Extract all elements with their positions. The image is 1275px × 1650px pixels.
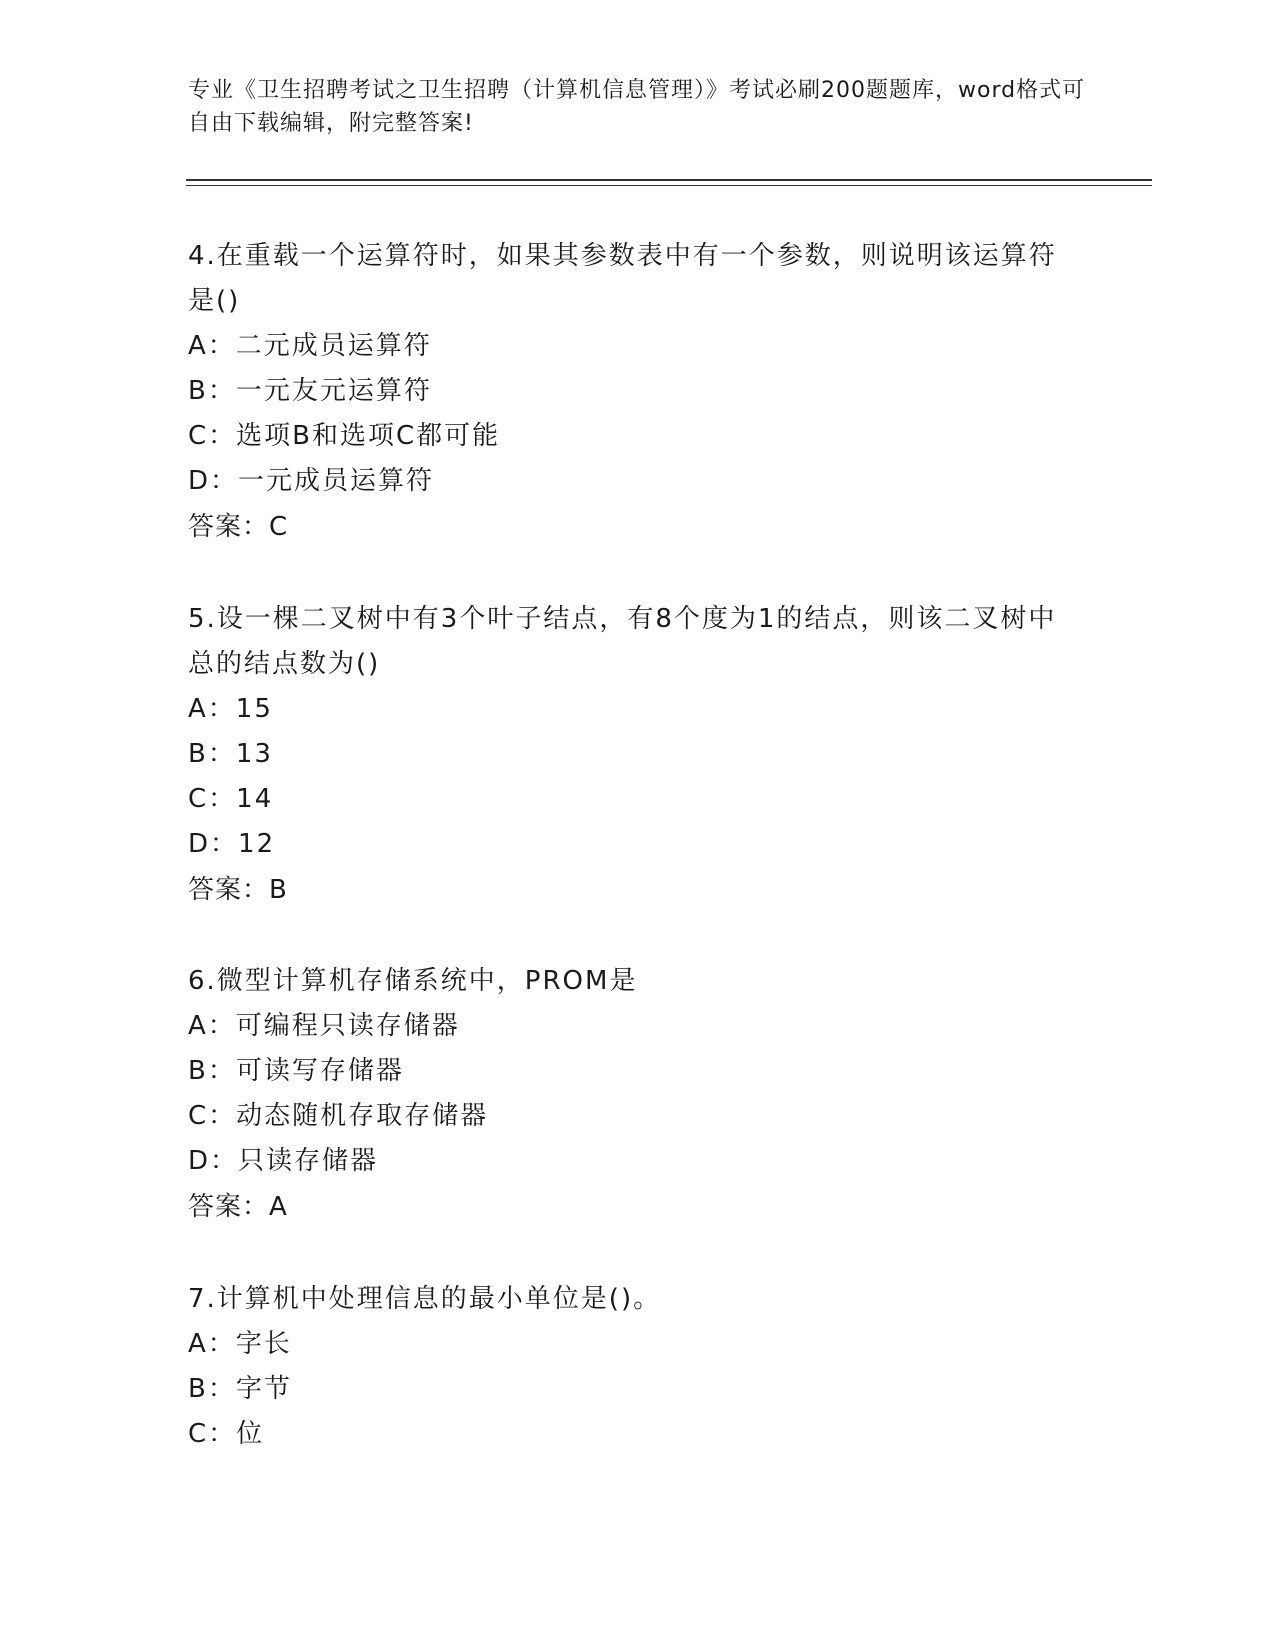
question-stem: 6.微型计算机存储系统中，PROM是 [188, 966, 638, 996]
question-4 [188, 234, 1068, 550]
option-c: C：动态随机存取存储器 [188, 1101, 489, 1131]
option-a: A：15 [188, 694, 273, 724]
answer-label: 答案：B [188, 875, 288, 905]
option-b: B：一元友元运算符 [188, 376, 432, 406]
option-a: A：可编程只读存储器 [188, 1011, 460, 1041]
document-intro: 专业《卫生招聘考试之卫生招聘（计算机信息管理）》考试必刷200题题库，word格式可自由下载编辑，附完整答案! [188, 78, 1086, 136]
option-b: B：可读写存储器 [188, 1056, 404, 1086]
answer-label: 答案：C [188, 512, 289, 542]
question-stem: 5.设一棵二叉树中有3个叶子结点，有8个度为1的结点，则该二叉树中总的结点数为() [188, 604, 1057, 679]
option-d: D：12 [188, 829, 276, 859]
question-6 [188, 959, 1068, 1230]
option-a: A：字长 [188, 1329, 292, 1359]
option-d: D：一元成员运算符 [188, 466, 435, 496]
question-7 [188, 1277, 1068, 1457]
option-c: C：选项B和选项C都可能 [188, 421, 501, 451]
option-d: D：只读存储器 [188, 1146, 379, 1176]
question-stem: 4.在重载一个运算符时，如果其参数表中有一个参数，则说明该运算符是() [188, 241, 1057, 316]
option-c: C：14 [188, 784, 274, 814]
question-5 [188, 597, 1068, 913]
option-b: B：13 [188, 739, 273, 769]
option-c: C：位 [188, 1419, 265, 1449]
option-a: A：二元成员运算符 [188, 331, 432, 361]
header-divider-thin [186, 185, 1152, 186]
question-stem: 7.计算机中处理信息的最小单位是()。 [188, 1284, 662, 1314]
header-divider-thick [186, 179, 1152, 181]
option-b: B：字节 [188, 1374, 292, 1404]
answer-label: 答案：A [188, 1192, 288, 1222]
